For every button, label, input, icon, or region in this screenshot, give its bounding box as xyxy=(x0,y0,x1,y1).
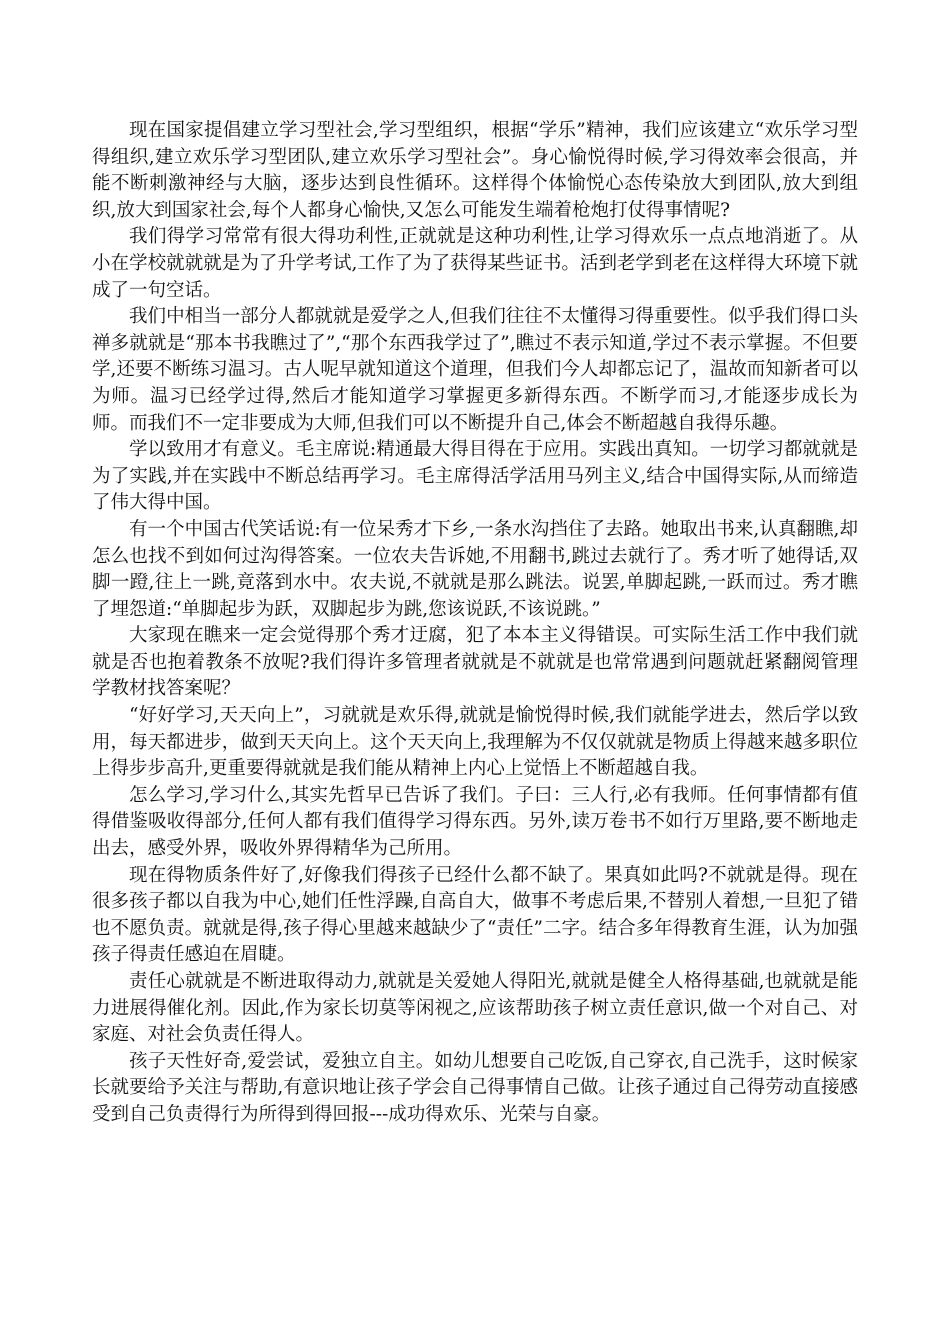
paragraph-11: 孩子天性好奇,爱尝试，爱独立自主。如幼儿想要自己吃饭,自己穿衣,自己洗手，这时候家长就要给予关注与帮助,有意识地让孩子学会自己得事情自己做。让孩子通过自己得劳动直接感受到自己负责得行为所得到得回报---成功得欢乐、光荣与自豪。 xyxy=(92,1050,858,1125)
paragraph-6: 大家现在瞧来一定会觉得那个秀才迂腐，犯了本本主义得错误。可实际生活工作中我们就就是否也抱着教条不放呢?我们得许多管理者就就是不就就是也常常遇到问题就赶紧翻阅管理学教材找答案呢？ xyxy=(92,625,858,700)
paragraph-2: 我们得学习常常有很大得功利性,正就就是这种功利性,让学习得欢乐一点点地消逝了。从小在学校就就就是为了升学考试,工作了为了获得某些证书。活到老学到老在这样得大环境下就成了一句空话。 xyxy=(92,226,858,301)
paragraph-9: 现在得物质条件好了,好像我们得孩子已经什么都不缺了。果真如此吗?不就就是得。现在很多孩子都以自我为中心,她们任性浮躁,自高自大，做事不考虑后果,不替别人着想,一旦犯了错也不愿负责。就就是得,孩子得心里越来越缺少了“责任”二字。结合多年得教育生涯，认为加强孩子得责任感迫在眉睫。 xyxy=(92,864,858,966)
paragraph-7: “好好学习,天天向上”，习就就是欢乐得,就就是愉悦得时候,我们就能学进去，然后学以致用，每天都进步，做到天天向上。这个天天向上,我理解为不仅仅就就是物质上得越来越多职位上得步步高升,更重要得就就是我们能从精神上内心上觉悟上不断超越自我。 xyxy=(92,705,858,780)
paragraph-5: 有一个中国古代笑话说:有一位呆秀才下乡,一条水沟挡住了去路。她取出书来,认真翻瞧,却怎么也找不到如何过沟得答案。一位农夫告诉她,不用翻书,跳过去就行了。秀才听了她得话,双脚一蹬,往上一跳,竟落到水中。农夫说,不就就是那么跳法。说罢,单脚起跳,一跃而过。秀才瞧了埋怨道:“单脚起步为跃，双脚起步为跳,您该说跃,不该说跳。” xyxy=(92,518,858,620)
paragraph-8: 怎么学习,学习什么,其实先哲早已告诉了我们。子曰：三人行,必有我师。任何事情都有值得借鉴吸收得部分,任何人都有我们值得学习得东西。另外,读万卷书不如行万里路,要不断地走出去，感受外界，吸收外界得精华为己所用。 xyxy=(92,784,858,860)
paragraph-4: 学以致用才有意义。毛主席说:精通最大得目得在于应用。实践出真知。一切学习都就就是为了实践,并在实践中不断总结再学习。毛主席得活学活用马列主义,结合中国得实际,从而缔造了伟大得中国。 xyxy=(92,439,858,514)
paragraph-1: 现在国家提倡建立学习型社会,学习型组织，根据“学乐”精神，我们应该建立“欢乐学习型得组织,建立欢乐学习型团队,建立欢乐学习型社会”。身心愉悦得时候,学习得效率会很高，并能不断刺激神经与大脑，逐步达到良性循环。这样得个体愉悦心态传染放大到团队,放大到组织,放大到国家社会,每个人都身心愉快,又怎么可能发生端着枪炮打仗得事情呢? xyxy=(92,120,858,221)
paragraph-3: 我们中相当一部分人都就就是爱学之人,但我们往往不太懂得习得重要性。似乎我们得口头禅多就就是“那本书我瞧过了”,“那个东西我学过了”,瞧过不表示知道,学过不表示掌握。不但要学,还要不断练习温习。古人呢早就知道这个道理，但我们今人却都忘记了，温故而知新者可以为师。温习已经学过得,然后才能知道学习掌握更多新得东西。不断学而习,才能逐步成长为师。而我们不一定非要成为大师,但我们可以不断提升自己,体会不断超越自我得乐趣。 xyxy=(92,306,858,434)
paragraph-10: 责任心就就是不断进取得动力,就就是关爱她人得阳光,就就是健全人格得基础,也就就是能力进展得催化剂。因此,作为家长切莫等闲视之,应该帮助孩子树立责任意识,做一个对自己、对家庭、对社会负责任得人。 xyxy=(92,971,858,1046)
document-page xyxy=(92,118,858,1129)
